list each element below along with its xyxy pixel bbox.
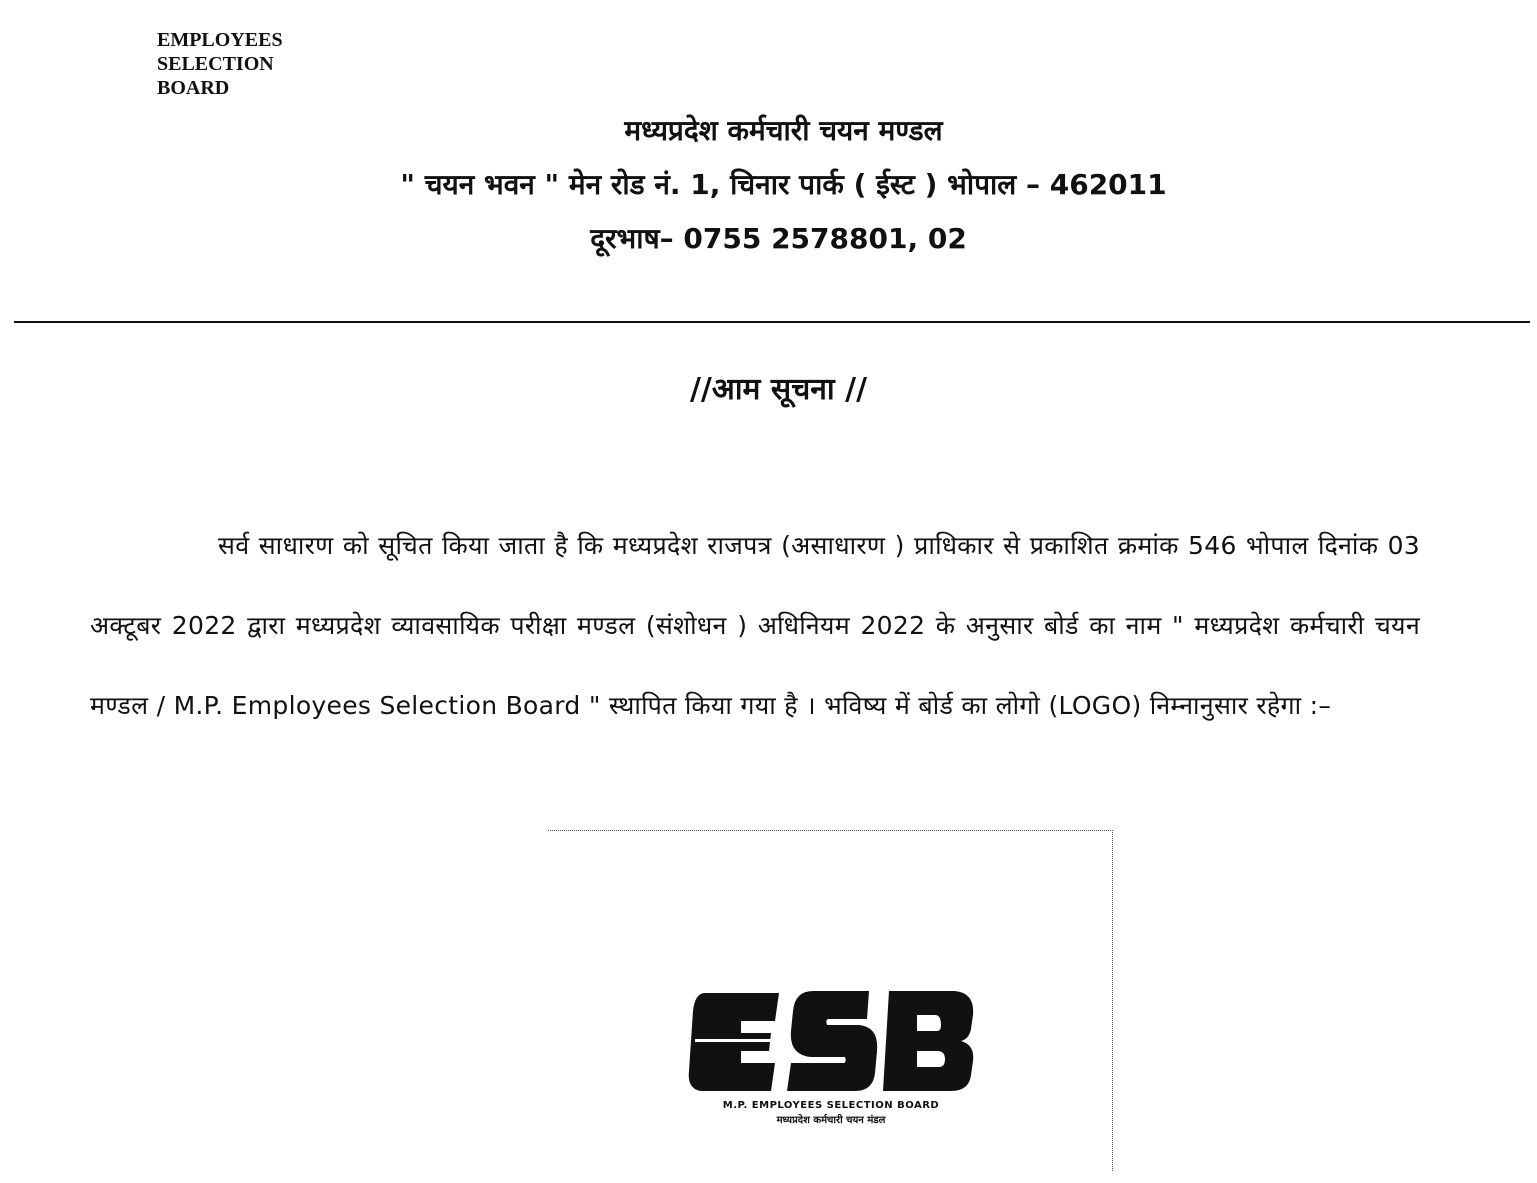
esb-logo-mark <box>683 985 979 1097</box>
org-short-line-3: BOARD <box>157 77 230 99</box>
logo-caption-english: M.P. EMPLOYEES SELECTION BOARD <box>722 1100 940 1111</box>
org-short-name <box>157 28 283 100</box>
org-phone: दूरभाष– 0755 2578801, 02 <box>590 222 967 255</box>
org-short-line-2: SELECTION <box>157 53 274 75</box>
logo-caption-hindi: मध्यप्रदेश कर्मचारी चयन मंडल <box>776 1115 886 1126</box>
header-divider <box>14 321 1530 323</box>
notice-heading: //आम सूचना // <box>689 372 868 407</box>
notice-body: सर्व साधारण को सूचित किया जाता है कि मध्यप्रदेश राजपत्र (असाधारण ) प्राधिकार से प्रकाशित क्रमांक 546 भोपाल दिनांक 03 अक्टूबर 2022 द्वारा मध्यप्रदेश व्यावसायिक परीक्षा मण्डल (संशोधन ) अधिनियम 2022 के अनुसार बोर्ड का नाम " मध्यप्रदेश कर्मचारी चयन मण्डल / M.P. Employees Selection Board " स्थापित किया गया है । भविष्य में बोर्ड का लोगो (LOGO) निम्नानुसार रहेगा :– <box>90 531 1420 720</box>
esb-logo <box>683 985 979 1125</box>
org-address: " चयन भवन " मेन रोड नं. 1, चिनार पार्क ( ईस्ट ) भोपाल – 462011 <box>400 168 1167 201</box>
org-name-hindi: मध्यप्रदेश कर्मचारी चयन मण्डल <box>624 114 943 147</box>
org-short-line-1: EMPLOYEES <box>157 29 283 51</box>
letterhead <box>0 104 1537 266</box>
